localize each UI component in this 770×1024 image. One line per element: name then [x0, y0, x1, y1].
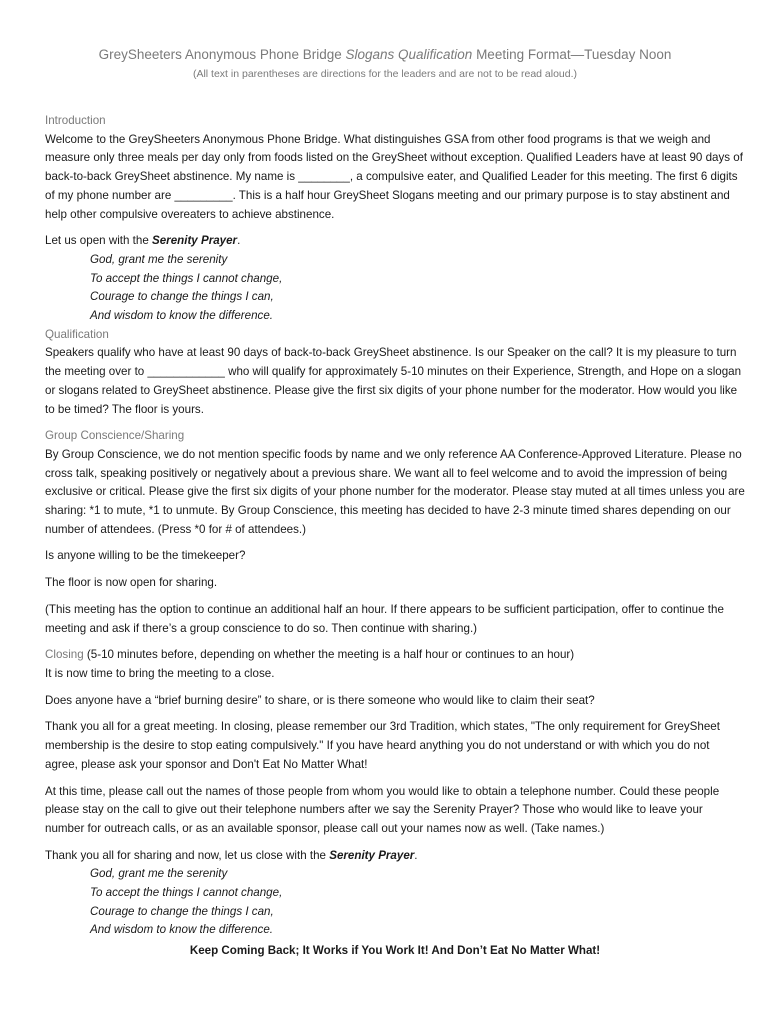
burning-desire-text: Does anyone have a “brief burning desire” to share, or is there someone who would like to claim their seat?	[45, 693, 595, 707]
closing-heading: Closing	[45, 648, 84, 662]
closing-prayer-name: Serenity Prayer	[329, 848, 415, 862]
phone-numbers-text: At this time, please call out the names of those people from whom you would like to obtain a telephone number. Could these people please stay on the call to give out their telephone numbers after we say the Serenity Prayer? Those who would like to leave your number for outreach calls, or as an available sponsor, please call out your names now as well. (Take names.)	[45, 784, 720, 835]
timekeeper-text: Is anyone willing to be the timekeeper?	[45, 549, 246, 563]
prayer-line: And wisdom to know the difference.	[90, 923, 274, 937]
prayer-intro-text: Let us open with the	[45, 234, 152, 248]
prayer-name: Serenity Prayer	[152, 234, 238, 248]
opening-prayer-intro	[45, 232, 745, 251]
title-italic: Slogans Qualification	[345, 47, 473, 62]
prayer-line: Courage to change the things I can,	[90, 904, 274, 918]
prayer-intro-end: .	[237, 234, 241, 248]
document-title	[0, 47, 770, 62]
closing-heading-line	[45, 646, 745, 665]
introduction-text: Welcome to the GreySheeters Anonymous Phone Bridge. What distinguishes GSA from other food programs is that we weigh and measure only three meals per day only from foods listed on the GreySheet without exception. Qualified Leaders have at least 90 days of back-to-back GreySheet abstinence. My name is ________, a compulsive eater, and Qualified Leader for this meeting. The first 6 digits of my phone number are _________. This is a half hour GreySheet Slogans meeting and our primary purpose is to stay abstinent and help other compulsive overeaters to achieve abstinence.	[45, 132, 743, 221]
prayer-line: And wisdom to know the difference.	[90, 309, 274, 323]
third-tradition-text: Thank you all for a great meeting. In closing, please remember our 3rd Tradition, which states, "The only requirement for GreySheet membership is the desire to stop eating compulsively." If you have heard anything you do not understand or with which you do not agree, please ask your sponsor and Don't Eat No Matter What!	[45, 720, 720, 771]
closing-intro-text: It is now time to bring the meeting to a close.	[45, 666, 275, 680]
qualification-heading: Qualification	[45, 327, 109, 341]
title-part-1: GreySheeters Anonymous Phone Bridge	[98, 47, 346, 62]
closing-prayer-intro-text: Thank you all for sharing and now, let us close with the	[45, 848, 330, 862]
prayer-line: God, grant me the serenity	[90, 867, 228, 881]
closing-prayer-intro-end: .	[414, 848, 418, 862]
sharing-text: By Group Conscience, we do not mention specific foods by name and we only reference AA Conference-Approved Literature. Please no cross talk, speaking positively or negatively about a previous share. We want all to feel welcome and to avoid the impression of being exclusive or critical. Please give the first six digits of your phone number for the moderator. Please stay muted at all times unless you are sharing: *1 to mute, *1 to unmute. By Group Conscience, this meeting has decided to have 2-3 minute timed shares depending on our number of attendees. (Press *0 for # of attendees.)	[45, 447, 745, 536]
closing-prayer-intro	[45, 847, 745, 866]
qualification-text: Speakers qualify who have at least 90 days of back-to-back GreySheet abstinence. Is our Speaker on the call? It is my pleasure to turn the meeting over to ____________ who will qualify for approximately 5-10 minutes on their Experience, Strength, and Hope on a slogan or slogans related to GreySheet abstinence. Please give the first six digits of your phone number for the moderator. How would you like to be timed? The floor is yours.	[45, 346, 742, 416]
continue-option-text: (This meeting has the option to continue an additional half an hour. If there appears to be sufficient participation, offer to continue the meeting and ask if there’s a group conscience to do so. Then continue with sharing.)	[45, 602, 724, 635]
final-slogan: Keep Coming Back; It Works if You Work It! And Don’t Eat No Matter What!	[189, 944, 601, 958]
closing-serenity-prayer	[45, 865, 745, 940]
floor-open-text: The floor is now open for sharing.	[45, 576, 218, 590]
prayer-line: Courage to change the things I can,	[90, 290, 274, 304]
document-subtitle: (All text in parentheses are directions for the leaders and are not to be read aloud.)	[192, 68, 578, 80]
title-part-2: Meeting Format—Tuesday Noon	[472, 47, 672, 62]
prayer-line: To accept the things I cannot change,	[90, 886, 283, 900]
document-body	[45, 112, 745, 961]
introduction-heading: Introduction	[45, 114, 106, 127]
closing-heading-note: (5-10 minutes before, depending on whether the meeting is a half hour or continues to an hour)	[83, 648, 575, 662]
prayer-line: To accept the things I cannot change,	[90, 271, 283, 285]
sharing-heading: Group Conscience/Sharing	[45, 429, 185, 443]
opening-serenity-prayer	[45, 251, 745, 326]
prayer-line: God, grant me the serenity	[90, 252, 228, 266]
